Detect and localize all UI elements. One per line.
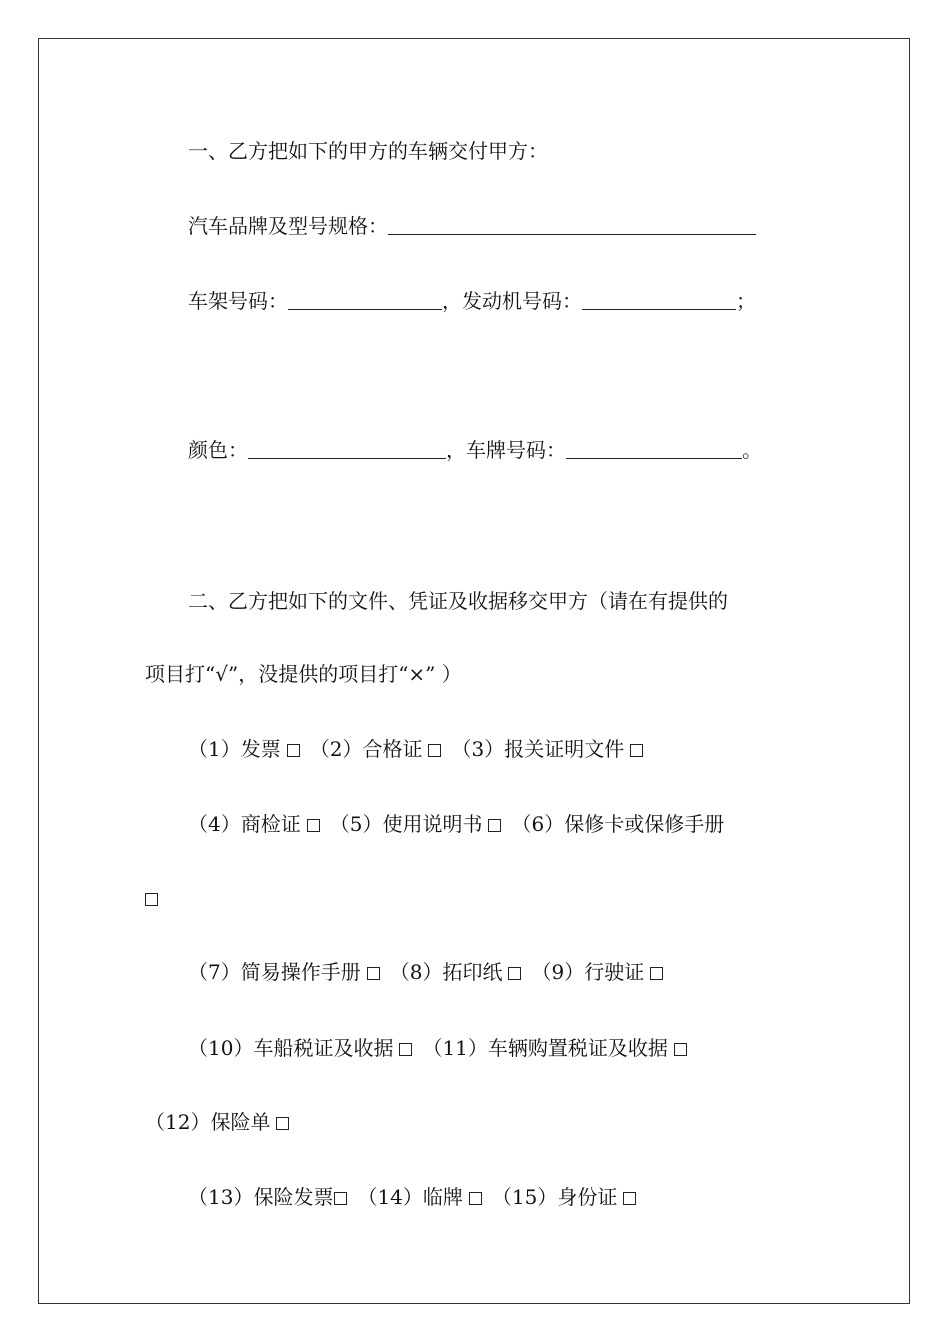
item-manual: （5）使用说明书 [329,812,483,836]
section1-heading-text: 一、乙方把如下的甲方的车辆交付甲方： [188,139,548,163]
checkbox-driving-license[interactable] [650,967,663,980]
checkbox-customs-doc[interactable] [630,744,643,757]
color-blank[interactable] [248,440,446,459]
checkbox-id-card[interactable] [623,1192,636,1205]
items-row-1 [188,737,643,761]
items-row-4-wrap [145,1110,289,1134]
brand-blank[interactable] [388,216,756,235]
section2-heading-line1 [188,589,728,613]
checkbox-insurance-invoice[interactable] [334,1192,347,1205]
item-certificate: （2）合格证 [309,737,423,761]
section1-heading [188,139,548,163]
plate-number-blank[interactable] [566,440,742,459]
frame-engine-row [188,289,756,313]
item-customs-doc: （3）报关证明文件 [451,737,625,761]
item-warranty: （6）保修卡或保修手册 [511,812,725,836]
section2-heading-text-2: 项目打“√”，没提供的项目打“×” ） [145,662,462,686]
checkbox-inspection-cert[interactable] [307,819,320,832]
engine-number-blank[interactable] [582,291,736,310]
items-row-4 [188,1036,687,1060]
plate-number-label: ，车牌号码： [446,438,566,462]
checkbox-rubbing-paper[interactable] [508,967,521,980]
items-row-3 [188,960,663,984]
brand-label: 汽车品牌及型号规格： [188,214,388,238]
section2-heading-line2 [145,662,462,686]
item-invoice: （1）发票 [188,737,281,761]
checkbox-vessel-tax[interactable] [399,1043,412,1056]
checkbox-invoice[interactable] [287,744,300,757]
engine-number-label: ，发动机号码： [442,289,582,313]
item-inspection-cert: （4）商检证 [188,812,301,836]
checkbox-manual[interactable] [488,819,501,832]
checkbox-insurance-policy[interactable] [276,1117,289,1130]
frame-number-blank[interactable] [288,291,442,310]
plate-number-end: 。 [742,438,762,462]
item-temp-plate: （14）临牌 [357,1185,463,1209]
frame-number-label: 车架号码： [188,289,288,313]
item-insurance-policy: （12）保险单 [145,1110,271,1134]
item-purchase-tax: （11）车辆购置税证及收据 [422,1036,668,1060]
item-rubbing-paper: （8）拓印纸 [389,960,503,984]
item-id-card: （15）身份证 [491,1185,618,1209]
items-row-2 [188,812,724,836]
color-label: 颜色： [188,438,248,462]
checkbox-purchase-tax[interactable] [674,1043,687,1056]
item-insurance-invoice: （13）保险发票 [188,1185,334,1209]
checkbox-certificate[interactable] [428,744,441,757]
checkbox-warranty[interactable] [145,893,158,906]
items-row-2-wrap [145,886,158,910]
color-plate-row [188,438,762,462]
brand-row [188,214,756,238]
engine-number-end: ； [736,289,756,313]
items-row-5 [188,1185,636,1209]
checkbox-quick-guide[interactable] [367,967,380,980]
item-vessel-tax: （10）车船税证及收据 [188,1036,394,1060]
checkbox-temp-plate[interactable] [469,1192,482,1205]
section2-heading-text-1: 二、乙方把如下的文件、凭证及收据移交甲方（请在有提供的 [188,589,728,613]
item-quick-guide: （7）简易操作手册 [188,960,361,984]
item-driving-license: （9）行驶证 [531,960,645,984]
